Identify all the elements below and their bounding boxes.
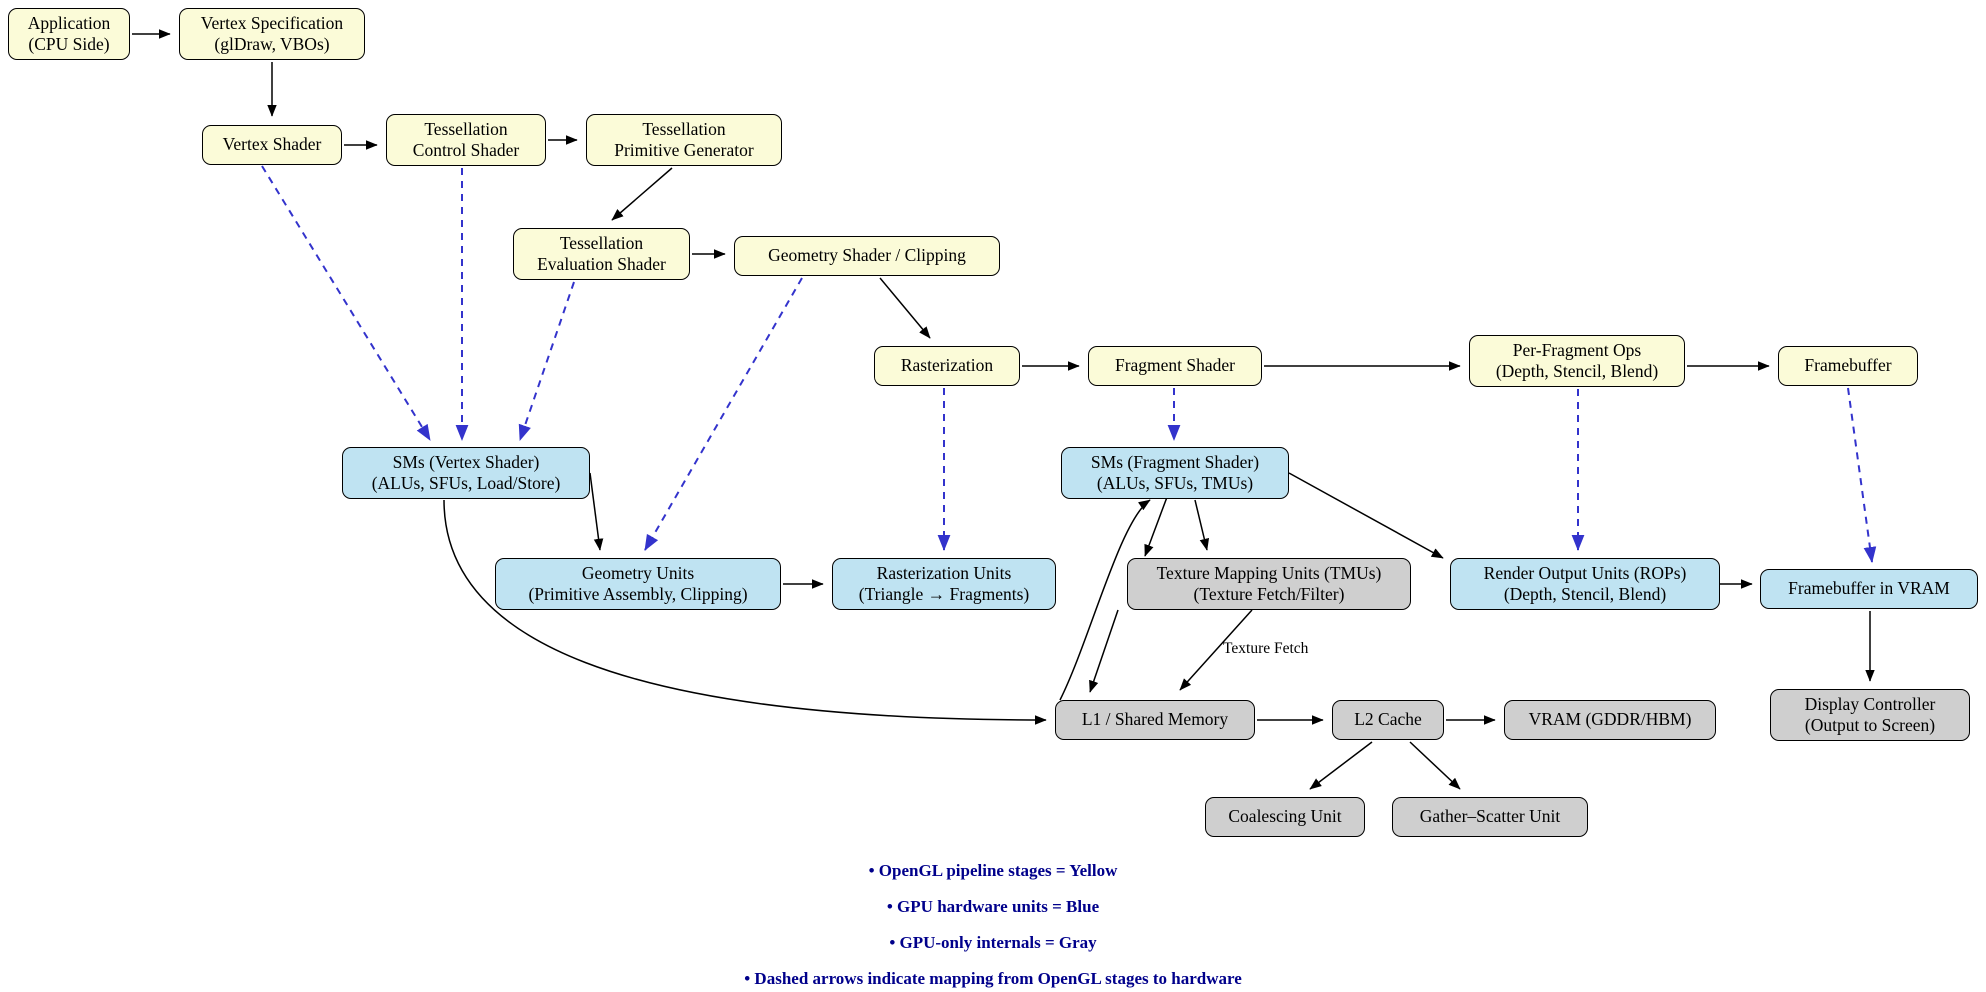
- node-vertex-shader[interactable]: [202, 125, 342, 165]
- node-framebuffer[interactable]: [1778, 346, 1918, 386]
- node-label: Tessellation: [559, 232, 644, 253]
- node-label: Fragment Shader: [1114, 355, 1236, 376]
- node-sublabel: (CPU Side): [28, 34, 110, 54]
- node-label: SMs (Vertex Shader): [392, 451, 540, 472]
- node-label: Application: [27, 12, 111, 33]
- node-per-fragment-ops[interactable]: [1469, 335, 1685, 387]
- node-label: Rasterization Units: [876, 562, 1012, 583]
- node-geometry-shader-clipping[interactable]: [734, 236, 1000, 276]
- node-label: Gather–Scatter Unit: [1419, 806, 1561, 827]
- node-label: Per-Fragment Ops: [1512, 339, 1642, 360]
- node-label: VRAM (GDDR/HBM): [1528, 709, 1692, 730]
- node-label: L1 / Shared Memory: [1081, 709, 1229, 730]
- node-rasterization-units[interactable]: [832, 558, 1056, 610]
- node-fragment-shader[interactable]: [1088, 346, 1262, 386]
- node-tessellation-primitive-generator[interactable]: [586, 114, 782, 166]
- legend-line-4: • Dashed arrows indicate mapping from OpenGL stages to hardware: [744, 969, 1242, 988]
- node-label: Framebuffer: [1804, 355, 1892, 376]
- node-label: Display Controller: [1804, 693, 1936, 714]
- node-sms-fragment-shader[interactable]: [1061, 447, 1289, 499]
- node-l1-shared-memory[interactable]: [1055, 700, 1255, 740]
- node-label: Tessellation: [424, 118, 508, 139]
- legend-line-2: • GPU hardware units = Blue: [886, 897, 1100, 916]
- node-sms-vertex-shader[interactable]: [342, 447, 590, 499]
- node-sublabel: Primitive Generator: [614, 140, 754, 160]
- node-sublabel: (Depth, Stencil, Blend): [1503, 584, 1667, 604]
- legend-line-3: • GPU-only internals = Gray: [889, 933, 1097, 952]
- node-coalescing-unit[interactable]: [1205, 797, 1365, 837]
- node-sublabel: (Primitive Assembly, Clipping): [528, 584, 748, 604]
- legend-line-1: • OpenGL pipeline stages = Yellow: [868, 861, 1118, 880]
- node-sublabel: Evaluation Shader: [537, 254, 666, 274]
- node-application[interactable]: [8, 8, 130, 60]
- node-tessellation-evaluation-shader[interactable]: [513, 228, 690, 280]
- node-sublabel: (ALUs, SFUs, TMUs): [1096, 473, 1254, 493]
- node-label: Vertex Specification: [200, 12, 344, 33]
- node-framebuffer-in-vram[interactable]: [1760, 569, 1978, 609]
- node-sublabel: (Depth, Stencil, Blend): [1495, 361, 1659, 381]
- node-label: Render Output Units (ROPs): [1483, 562, 1687, 583]
- node-label: Coalescing Unit: [1228, 806, 1342, 827]
- node-render-output-units[interactable]: [1450, 558, 1720, 610]
- node-label: Texture Mapping Units (TMUs): [1156, 562, 1382, 583]
- node-l2-cache[interactable]: [1332, 700, 1444, 740]
- node-rasterization[interactable]: [874, 346, 1020, 386]
- node-label: Framebuffer in VRAM: [1788, 578, 1950, 599]
- node-sublabel: (Triangle → Fragments): [858, 584, 1030, 604]
- node-label: Tessellation: [642, 118, 726, 139]
- node-gather-scatter-unit[interactable]: [1392, 797, 1588, 837]
- node-sublabel: (Output to Screen): [1804, 715, 1936, 735]
- node-texture-mapping-units[interactable]: [1127, 558, 1411, 610]
- node-label: SMs (Fragment Shader): [1090, 451, 1260, 472]
- node-sublabel: Control Shader: [412, 140, 520, 160]
- node-vertex-specification[interactable]: [179, 8, 365, 60]
- node-vram[interactable]: [1504, 700, 1716, 740]
- node-sublabel: (Texture Fetch/Filter): [1193, 584, 1345, 604]
- node-label: Geometry Shader / Clipping: [768, 245, 966, 266]
- node-tessellation-control-shader[interactable]: [386, 114, 546, 166]
- node-display-controller[interactable]: [1770, 689, 1970, 741]
- node-label: Rasterization: [900, 355, 994, 376]
- node-sublabel: (ALUs, SFUs, Load/Store): [371, 473, 561, 493]
- node-label: L2 Cache: [1354, 709, 1422, 730]
- edge-label-texture-fetch: Texture Fetch: [1223, 640, 1309, 657]
- node-sublabel: (glDraw, VBOs): [214, 34, 330, 54]
- node-label: Vertex Shader: [222, 134, 322, 155]
- node-geometry-units[interactable]: [495, 558, 781, 610]
- node-label: Geometry Units: [581, 562, 695, 583]
